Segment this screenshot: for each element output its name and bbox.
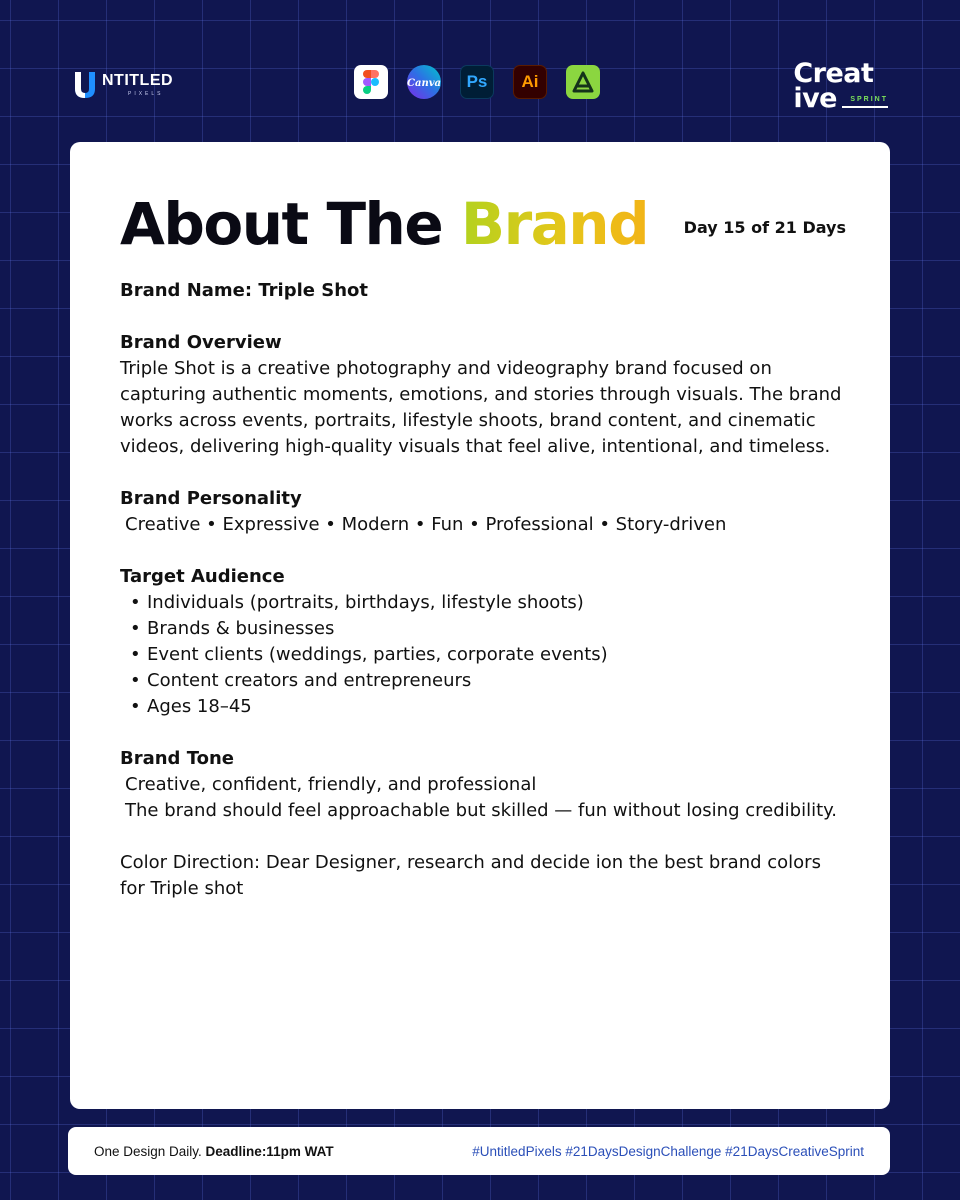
logo-subtext: PIXELS	[128, 91, 164, 97]
day-counter: Day 15 of 21 Days	[683, 217, 846, 237]
svg-text:Canva: Canva	[407, 78, 441, 89]
u-logo-icon	[72, 70, 98, 100]
title-accent: Brand	[460, 190, 649, 258]
figma-icon	[354, 65, 388, 99]
brief-content	[120, 278, 850, 902]
overview-heading: Brand Overview	[120, 332, 282, 353]
logo-sprint-text: SPRINT	[850, 96, 888, 104]
logo-line-2: ive	[793, 82, 837, 114]
illustrator-icon: Ai	[513, 65, 547, 99]
list-item: • Ages 18–45	[130, 694, 850, 720]
design-tools-row	[354, 65, 600, 99]
logo-wordmark: NTITLED	[102, 72, 174, 89]
photoshop-icon: Ps	[460, 65, 494, 99]
creative-sprint-logo	[793, 58, 888, 114]
footer-deadline: One Design Daily. Deadline:11pm WAT	[94, 1143, 334, 1159]
list-item: • Event clients (weddings, parties, corporate events)	[130, 642, 850, 668]
footer-bar	[68, 1127, 890, 1175]
logo-underline	[842, 106, 888, 108]
audience-list	[120, 590, 850, 720]
title-row	[120, 190, 846, 258]
personality-heading: Brand Personality	[120, 488, 302, 509]
tone-line-2: The brand should feel approachable but skilled — fun without losing credibility.	[125, 800, 837, 821]
color-direction: Color Direction: Dear Designer, research and decide ion the best brand colors for Triple shot	[120, 852, 821, 899]
footer-hashtags: #UntitledPixels #21DaysDesignChallenge #21DaysCreativeSprint	[472, 1143, 864, 1159]
title-main: About The	[120, 190, 461, 258]
list-item: • Individuals (portraits, birthdays, lifestyle shoots)	[130, 590, 850, 616]
tone-heading: Brand Tone	[120, 748, 234, 769]
audience-heading: Target Audience	[120, 566, 285, 587]
page-title	[120, 190, 648, 258]
personality-text: Creative • Expressive • Modern • Fun • Professional • Story-driven	[125, 514, 727, 535]
untitled-pixels-logo	[72, 70, 173, 100]
brand-brief-card	[70, 142, 890, 1109]
tone-line-1: Creative, confident, friendly, and professional	[125, 774, 537, 795]
logo-line-1: Creat	[793, 58, 874, 89]
brand-name: Brand Name: Triple Shot	[120, 280, 368, 301]
list-item: • Content creators and entrepreneurs	[130, 668, 850, 694]
affinity-icon	[566, 65, 600, 99]
canva-icon	[407, 65, 441, 99]
overview-text: Triple Shot is a creative photography and videography brand focused on capturing authentic moments, emotions, and stories through visuals. The brand works across events, portraits, lifestyle shoots, brand content, and cinematic videos, delivering high-quality visuals that feel alive, intentional, and timeless.	[120, 358, 842, 457]
list-item: • Brands & businesses	[130, 616, 850, 642]
